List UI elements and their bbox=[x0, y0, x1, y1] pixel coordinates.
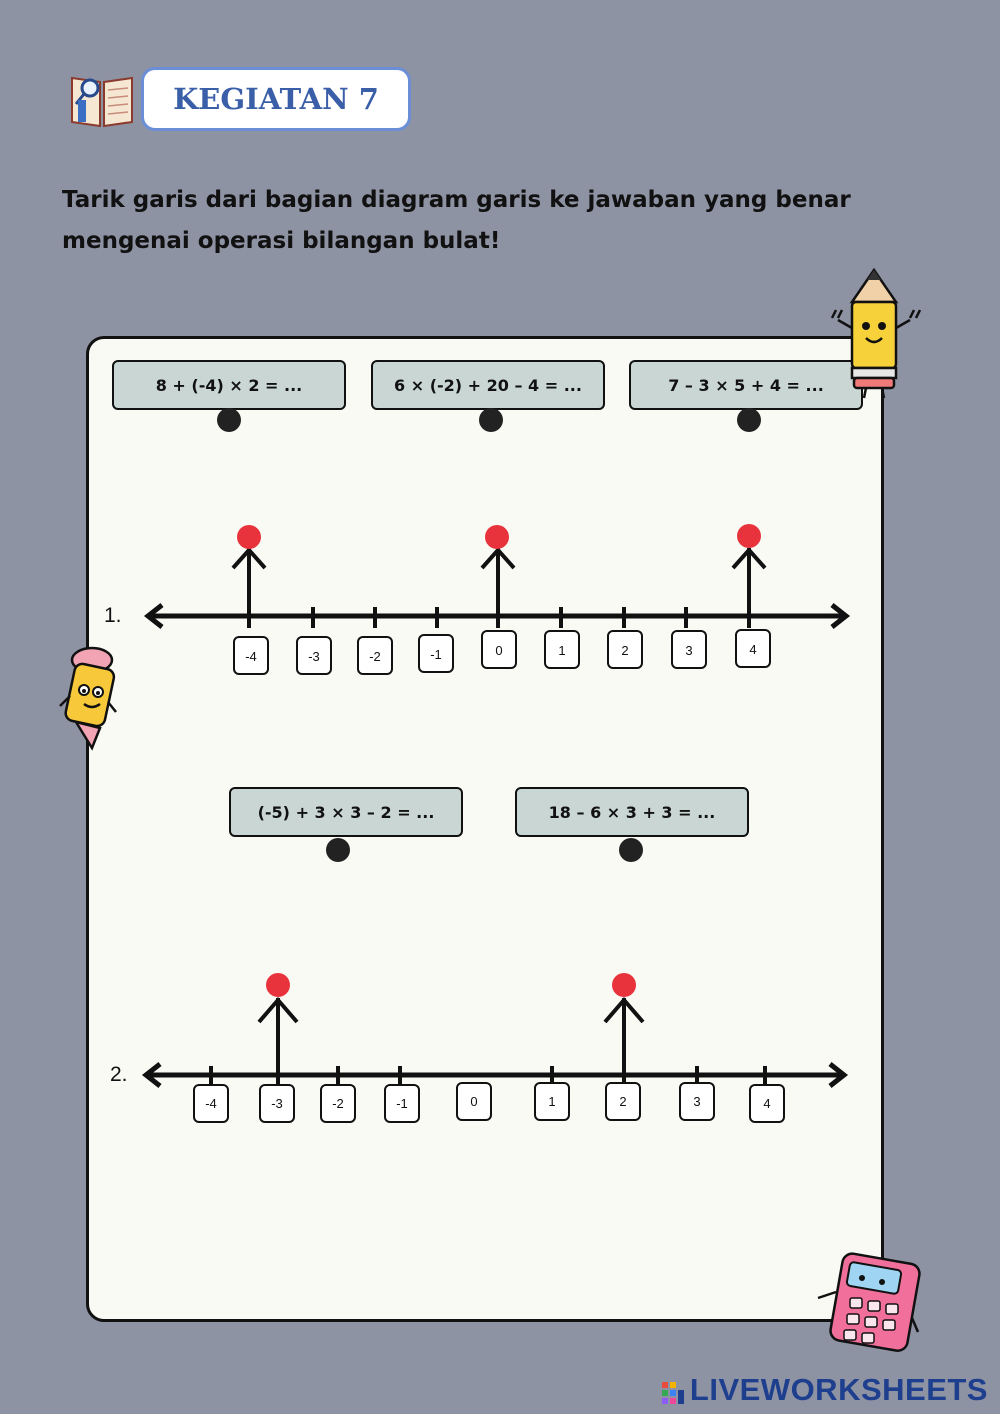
number-line-2 bbox=[146, 1064, 844, 1087]
tick-label: 2 bbox=[619, 1094, 627, 1109]
calculator-character-icon bbox=[814, 1252, 922, 1352]
tick-labels-1 bbox=[234, 630, 770, 674]
connector-dot-2a[interactable] bbox=[326, 838, 350, 862]
equation-box-1c[interactable]: 7 – 3 × 5 + 4 = ... bbox=[629, 360, 863, 410]
liveworksheets-logo-icon bbox=[662, 1378, 684, 1402]
connector-dot-1b[interactable] bbox=[479, 408, 503, 432]
equation-box-1b[interactable]: 6 × (-2) + 20 – 4 = ... bbox=[371, 360, 605, 410]
tick-label: 3 bbox=[685, 643, 693, 658]
liveworksheets-watermark[interactable] bbox=[690, 1372, 988, 1408]
pencil-character-icon bbox=[56, 646, 120, 752]
section-number-1: 1. bbox=[104, 604, 122, 627]
tick-label: 3 bbox=[693, 1094, 701, 1109]
equation-box-2b[interactable]: 18 – 6 × 3 + 3 = ... bbox=[515, 787, 749, 837]
answer-dot-1a[interactable] bbox=[237, 525, 261, 549]
tick-label: -3 bbox=[308, 649, 320, 664]
tick-label: -2 bbox=[369, 649, 381, 664]
tick-label: -4 bbox=[245, 649, 257, 664]
tick-label: -2 bbox=[332, 1096, 344, 1111]
tick-label: -1 bbox=[430, 647, 442, 662]
equation-box-1a[interactable]: 8 + (-4) × 2 = ... bbox=[112, 360, 346, 410]
watermark-text: LIVEWORKSHEETS bbox=[689, 1372, 988, 1407]
connector-dot-2b[interactable] bbox=[619, 838, 643, 862]
pencil-mascot-icon bbox=[826, 268, 922, 400]
tick-label: 2 bbox=[621, 643, 629, 658]
section-number-2: 2. bbox=[110, 1063, 128, 1086]
tick-label: -1 bbox=[396, 1096, 408, 1111]
answer-dot-2a[interactable] bbox=[266, 973, 290, 997]
page-title: KEGIATAN 7 bbox=[141, 67, 411, 131]
tick-labels-2 bbox=[194, 1083, 784, 1122]
tick-label: 1 bbox=[558, 643, 566, 658]
equation-box-2a[interactable]: (-5) + 3 × 3 – 2 = ... bbox=[229, 787, 463, 837]
tick-label: 1 bbox=[548, 1094, 556, 1109]
tick-label: 4 bbox=[763, 1096, 771, 1111]
answer-pointer-1c bbox=[733, 548, 765, 612]
answer-pointer-1a bbox=[233, 548, 265, 612]
tick-label: -4 bbox=[205, 1096, 217, 1111]
tick-label: 4 bbox=[749, 642, 757, 657]
answer-dot-1c[interactable] bbox=[737, 524, 761, 548]
tick-label: 0 bbox=[495, 643, 503, 658]
answer-dot-2b[interactable] bbox=[612, 973, 636, 997]
connector-dot-1c[interactable] bbox=[737, 408, 761, 432]
answer-dot-1b[interactable] bbox=[485, 525, 509, 549]
answer-pointer-2b bbox=[605, 998, 643, 1072]
answer-pointer-2a bbox=[259, 998, 297, 1072]
answer-pointer-1b bbox=[482, 548, 514, 612]
tick-label: 0 bbox=[470, 1094, 478, 1109]
connector-dot-1a[interactable] bbox=[217, 408, 241, 432]
tick-label: -3 bbox=[271, 1096, 283, 1111]
instruction-text: Tarik garis dari bagian diagram garis ke jawaban yang benar mengenai operasi bilangan bulat! bbox=[62, 187, 851, 254]
